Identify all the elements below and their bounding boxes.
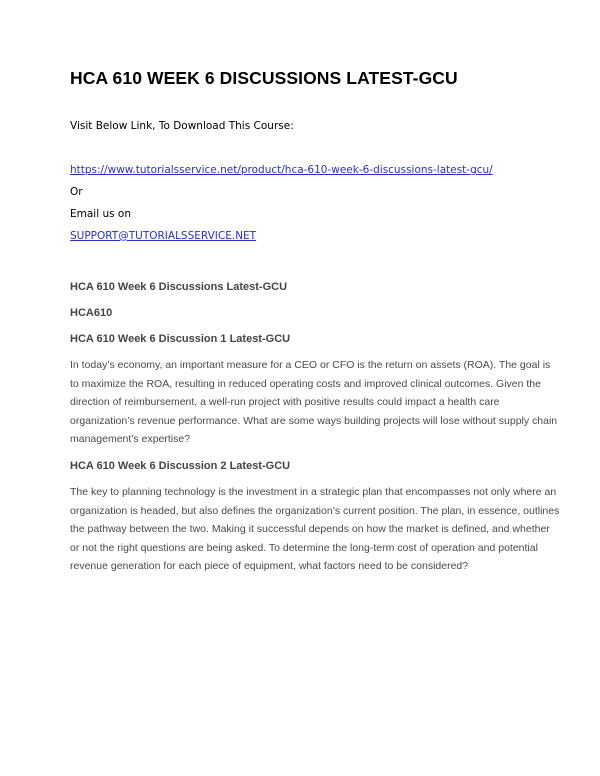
paragraph-line: to maximize the ROA, resulting in reduced operating costs and improved clinical outcomes. Given the xyxy=(70,377,541,390)
visit-instruction: Visit Below Link, To Download This Course: xyxy=(70,120,294,132)
email-label: Email us on xyxy=(70,208,132,220)
paragraph-line: direction of reimbursement, a well-run project with positive results could impact a health care xyxy=(70,396,500,409)
or-text: Or xyxy=(70,186,83,198)
discussion-1-body xyxy=(70,356,558,449)
email-link[interactable]: SUPPORT@TUTORIALSSERVICE.NET xyxy=(70,230,257,242)
paragraph-line: the pathway between the two. Making it successful depends on how the market is defined, and whether xyxy=(70,523,550,536)
paragraph-line: or not the right questions are being asked. To determine the long-term cost of operation and potential xyxy=(70,541,538,554)
paragraph-line: organization is headed, but also defines the organization’s current position. The plan, in essence, outlines xyxy=(70,504,560,517)
email-link-container xyxy=(70,230,256,242)
paragraph-line: revenue generation for each piece of equipment, what factors need to be considered? xyxy=(70,560,469,573)
discussion-2-body xyxy=(70,483,560,576)
course-link-container xyxy=(70,164,493,176)
course-heading: HCA 610 Week 6 Discussions Latest-GCU xyxy=(70,281,288,293)
paragraph-line: In today’s economy, an important measure for a CEO or CFO is the return on assets (ROA). The goal is xyxy=(70,359,551,371)
paragraph-line: The key to planning technology is the investment in a strategic plan that encompasses not only where an xyxy=(70,486,557,498)
discussion-2-heading: HCA 610 Week 6 Discussion 2 Latest-GCU xyxy=(70,460,291,472)
paragraph-line: organization’s revenue performance. What are some ways building projects will lose without supply chain xyxy=(70,414,558,427)
discussion-1-heading: HCA 610 Week 6 Discussion 1 Latest-GCU xyxy=(70,333,291,345)
course-link[interactable]: https://www.tutorialsservice.net/product/hca-610-week-6-discussions-latest-gcu/ xyxy=(70,164,493,176)
course-code: HCA610 xyxy=(70,307,113,319)
paragraph-line: management’s expertise? xyxy=(70,433,191,446)
document-title: HCA 610 WEEK 6 DISCUSSIONS LATEST-GCU xyxy=(70,68,458,88)
